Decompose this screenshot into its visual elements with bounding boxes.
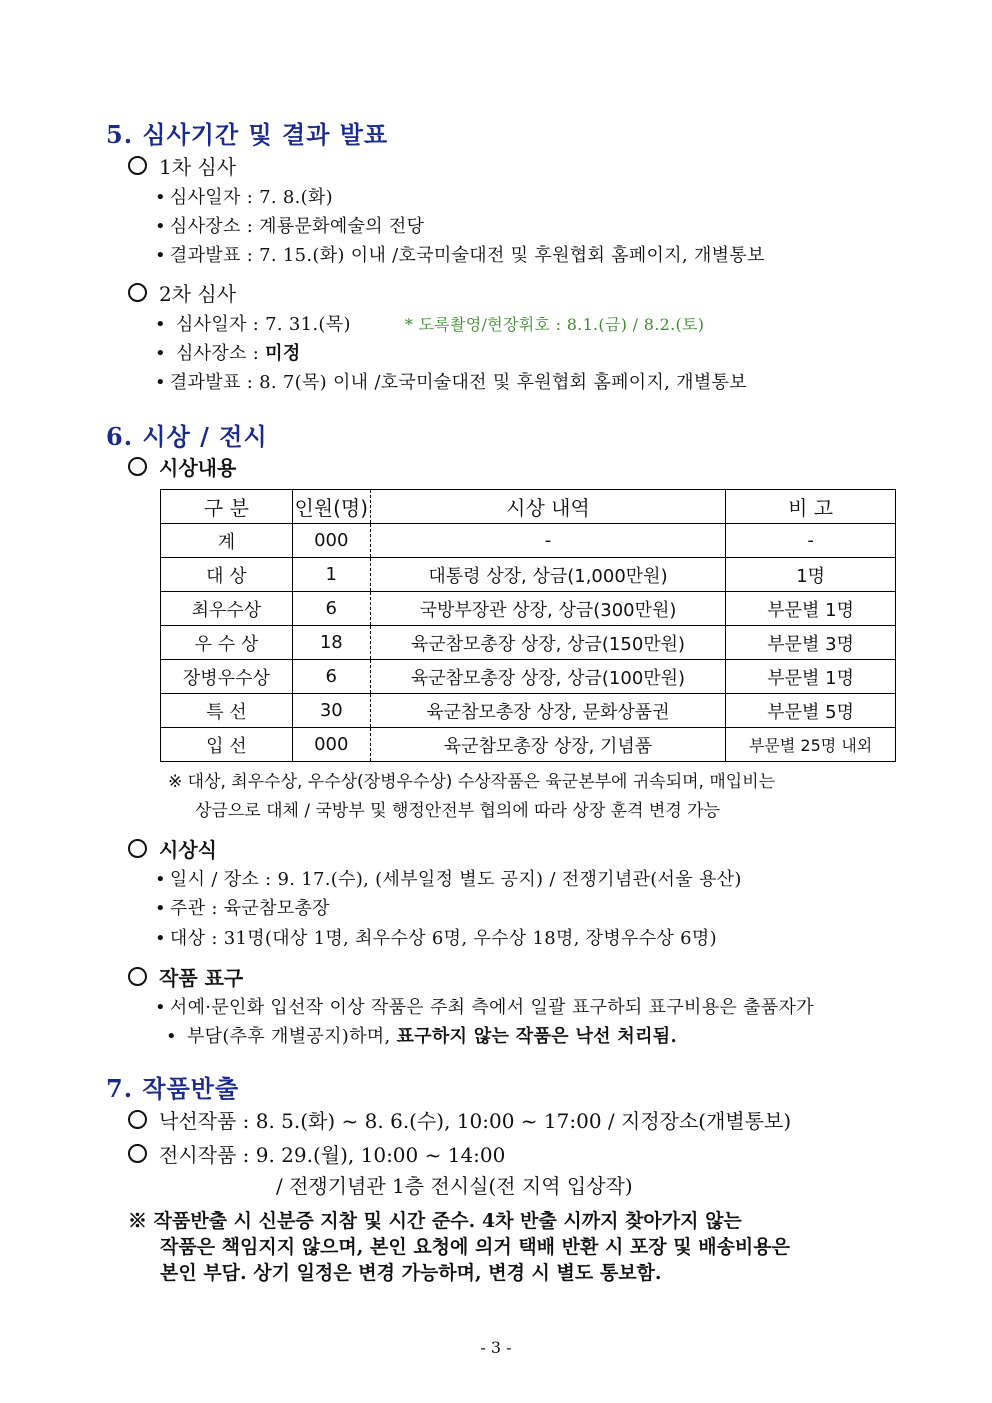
round1-heading [128,151,236,180]
cell-count: 000 [292,728,370,762]
round2-place [155,339,301,365]
section-7-title: 7. 작품반출 [106,1074,240,1103]
awards-heading [128,452,236,481]
circle-bullet-icon [128,967,147,986]
cell-count: 6 [292,660,370,694]
cell-prize: - [370,524,726,558]
table-note-line-1: ※ 대상, 최우수상, 우수상(장병우수상) 수상작품은 육군본부에 귀속되며, 매입비는 [168,772,776,792]
round1-heading-text: 1차 심사 [159,155,237,179]
ceremony-heading-text: 시상식 [159,838,217,862]
framing-line-2-emphasis: 표구하지 않는 작품은 낙선 처리됨. [396,1026,678,1047]
ceremony-heading [128,834,217,863]
cell-prize: 육군참모총장 상장, 상금(150만원) [370,626,726,660]
circle-bullet-icon [128,839,147,858]
round2-heading-text: 2차 심사 [159,282,237,306]
cell-remark: 부문별 1명 [726,660,896,694]
round1-place: • 심사장소 : 계룡문화예술의 전당 [155,212,424,238]
cell-prize: 육군참모총장 상장, 기념품 [370,728,726,762]
cell-category: 특 선 [161,694,293,728]
cell-prize: 육군참모총장 상장, 문화상품권 [370,694,726,728]
cell-prize: 육군참모총장 상장, 상금(100만원) [370,660,726,694]
cell-remark: 부문별 5명 [726,694,896,728]
page-number: - 3 - [480,1338,512,1357]
circle-bullet-icon [128,1144,147,1163]
round1-result: • 결과발표 : 7. 15.(화) 이내 /호국미술대전 및 후원협회 홈페이지, 개별통보 [155,241,765,267]
pickup-note-line-1: ※ 작품반출 시 신분증 지참 및 시간 준수. 4차 반출 시까지 찾아가지 않는 [128,1210,742,1232]
round2-date-note: * 도록촬영/현장휘호 : 8.1.(금) / 8.2.(토) [404,315,705,334]
circle-bullet-icon [128,283,147,302]
ceremony-datetime: • 일시 / 장소 : 9. 17.(수), (세부일정 별도 공지) / 전쟁기념관(서울 용산) [155,865,742,891]
pickup-note-line-3: 본인 부담. 상기 일정은 변경 가능하며, 변경 시 별도 통보함. [160,1262,662,1284]
exhibited-works-text: 전시작품 : 9. 29.(월), 10:00 ~ 14:00 [159,1143,506,1167]
exhibited-works-pickup [128,1139,505,1168]
section-6-title: 6. 시상 / 전시 [106,422,268,451]
cell-category: 장병우수상 [161,660,293,694]
cell-category: 최우수상 [161,592,293,626]
pickup-note-line-2: 작품은 책임지지 않으며, 본인 요청에 의거 택배 반환 시 포장 및 배송비용은 [160,1236,790,1258]
cell-remark: 부문별 3명 [726,626,896,660]
framing-heading-text: 작품 표구 [159,966,244,990]
cell-prize: 대통령 상장, 상금(1,000만원) [370,558,726,592]
cell-count: 1 [292,558,370,592]
exhibited-works-location: / 전쟁기념관 1층 전시실(전 지역 입상작) [276,1174,633,1198]
table-row [161,660,896,694]
rejected-works-text: 낙선작품 : 8. 5.(화) ~ 8. 6.(수), 10:00 ~ 17:00 / 지정장소(개별통보) [159,1109,792,1133]
table-row [161,524,896,558]
cell-prize: 국방부장관 상장, 상금(300만원) [370,592,726,626]
framing-heading [128,962,243,991]
round2-place-value: 미정 [265,343,301,364]
circle-bullet-icon [128,156,147,175]
table-header-row [161,490,896,524]
awards-heading-text: 시상내용 [159,456,237,480]
header-remark: 비 고 [726,490,896,524]
cell-count: 18 [292,626,370,660]
round2-date [155,310,704,336]
cell-remark: - [726,524,896,558]
cell-remark: 부문별 25명 내외 [726,728,896,762]
header-category: 구 분 [161,490,293,524]
header-prize: 시상 내역 [370,490,726,524]
awards-table [160,489,896,762]
table-row [161,728,896,762]
section-5-title: 5. 심사기간 및 결과 발표 [106,120,389,149]
framing-line-2 [166,1022,677,1048]
cell-remark: 1명 [726,558,896,592]
table-note-line-2: 상금으로 대체 / 국방부 및 행정안전부 협의에 따라 상장 훈격 변경 가능 [195,801,720,821]
round1-date: • 심사일자 : 7. 8.(화) [155,183,333,209]
table-row [161,694,896,728]
rejected-works-pickup [128,1105,791,1134]
ceremony-host: • 주관 : 육군참모총장 [155,894,330,920]
framing-line-1: • 서예·문인화 입선작 이상 작품은 주최 측에서 일괄 표구하되 표구비용은 출품자가 [155,993,814,1019]
cell-category: 계 [161,524,293,558]
header-count: 인원(명) [292,490,370,524]
round2-date-text: 심사일자 : 7. 31.(목) [175,314,351,335]
round2-heading [128,278,236,307]
circle-bullet-icon [128,457,147,476]
cell-category: 우 수 상 [161,626,293,660]
round2-result: • 결과발표 : 8. 7(목) 이내 /호국미술대전 및 후원협회 홈페이지, 개별통보 [155,368,747,394]
table-row [161,592,896,626]
cell-count: 6 [292,592,370,626]
framing-line-2-text: 부담(추후 개별공지)하며, [186,1026,397,1047]
table-row [161,626,896,660]
cell-category: 대 상 [161,558,293,592]
cell-category: 입 선 [161,728,293,762]
circle-bullet-icon [128,1110,147,1129]
cell-count: 000 [292,524,370,558]
round2-place-label: 심사장소 : [175,343,266,364]
table-row [161,558,896,592]
ceremony-target: • 대상 : 31명(대상 1명, 최우수상 6명, 우수상 18명, 장병우수상 6명) [155,924,717,950]
cell-remark: 부문별 1명 [726,592,896,626]
cell-count: 30 [292,694,370,728]
